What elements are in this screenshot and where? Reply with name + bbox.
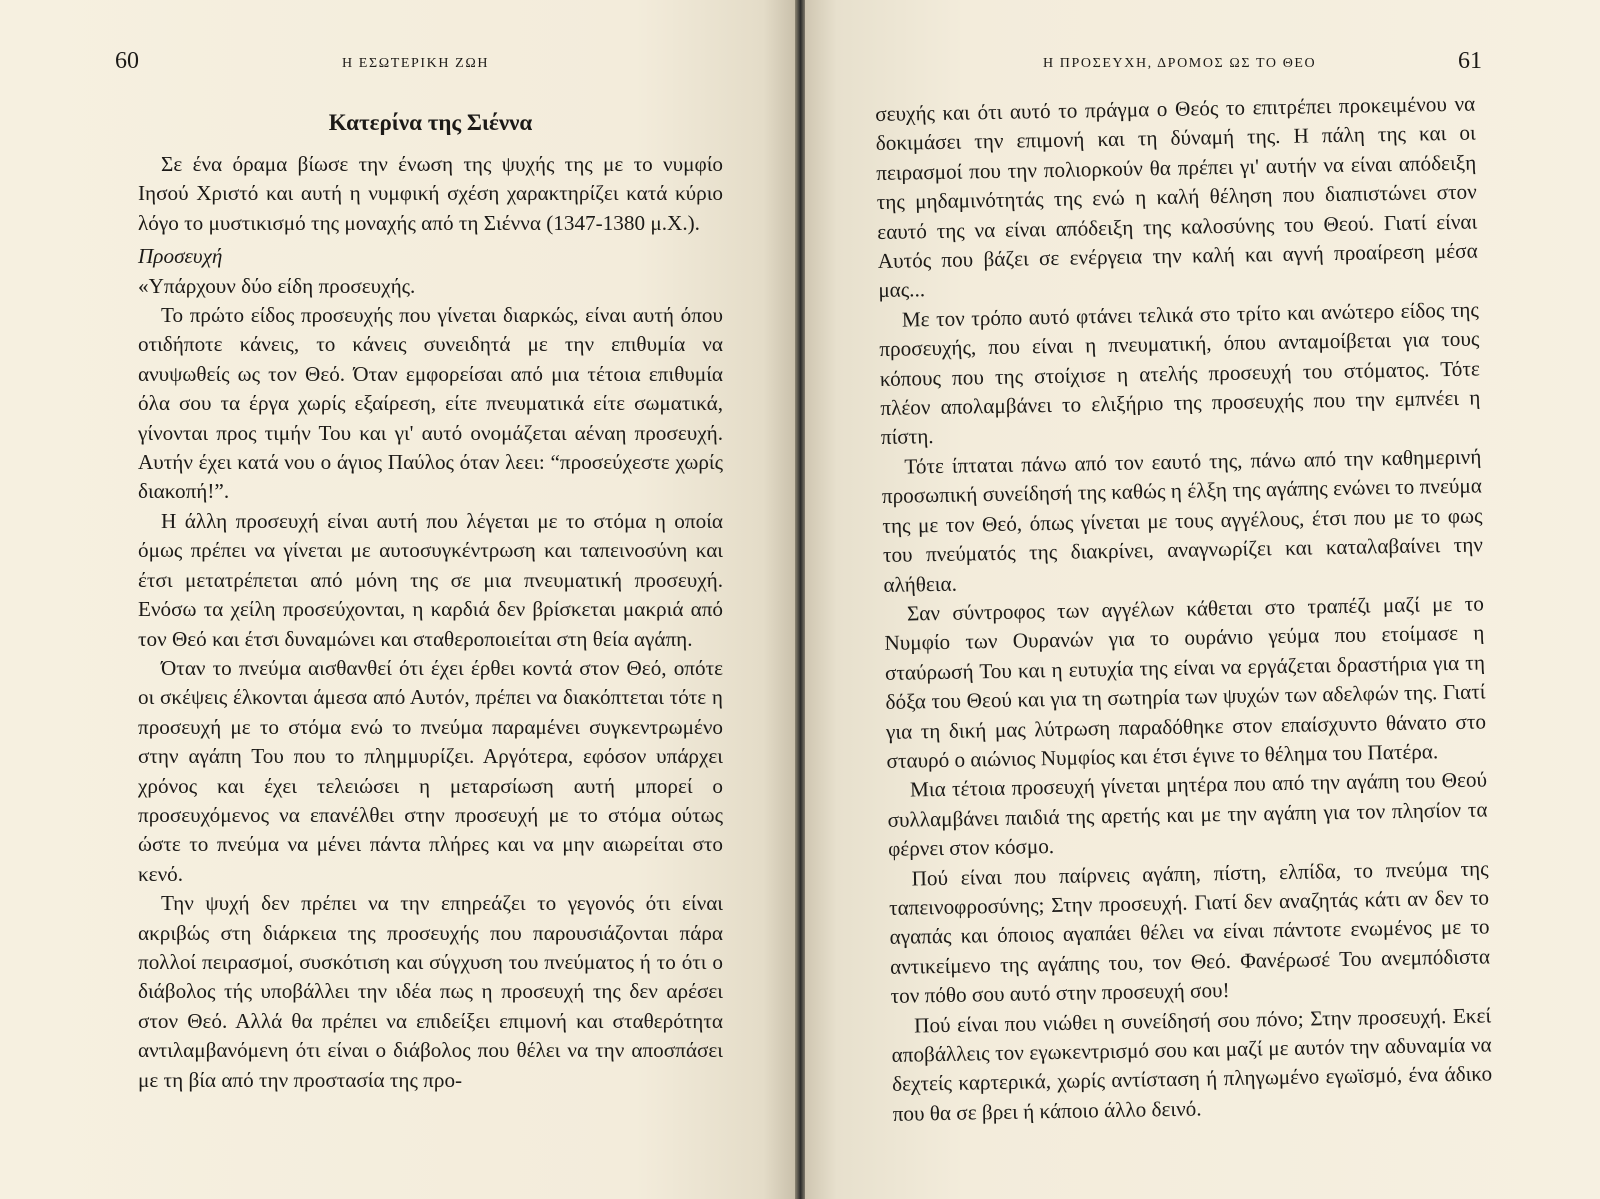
right-page-number: 61	[1458, 48, 1482, 74]
section-title: Κατερίνα της Σιέννα	[328, 110, 533, 135]
paragraph: Την ψυχή δεν πρέπει να την επηρεάζει το γεγονός ότι είναι ακριβώς στη διάρκεια της προσευχής που παρουσιάζονται πάρα πολλοί πειρασμοί, συσκότιση και σύγχυση του πνεύματος ή το ότι ο διάβολος τής υποβάλλει την ιδέα πως η προσευχή της δεν αρέσει στον Θεό. Αλλά θα πρέπει να επιδείξει επιμονή και σταθερότητα αντιλαμβανόμενη ότι είναι ο διάβολος που θέλει να την αποσπάσει με τη βία από την προστασία της προ-	[138, 891, 723, 1092]
paragraph: Πού είναι που παίρνεις αγάπη, πίστη, ελπίδα, το πνεύμα της ταπεινοφροσύνης; Στην προσευχή. Γιατί δεν αναζητάς κάτι αν δεν το αγαπάς και όποιος αγαπάει θέλει να είναι πάντοτε ενωμένος με το αντικείμενο της αγάπης του, τον Θεό. Φανέρωσέ Του ανεμπόδιστα τον πόθο σου αυτό στην προσευχή σου!	[888, 855, 1491, 1009]
right-page	[805, 0, 1600, 1199]
paragraph: Μια τέτοια προσευχή γίνεται μητέρα που από την αγάπη του Θεού συλλαμβάνει παιδιά της αρετής και με την αγάπη για τον πλησίον τα φέρνει στον κόσμο.	[887, 767, 1488, 862]
intro-paragraph: Σε ένα όραμα βίωσε την ένωση της ψυχής της με το νυμφίο Ιησού Χριστό και αυτή η νυμφική σχέση χαρακτηρίζει κατά κύριο λόγο το μυστικισμό της μοναχής από τη Σιέννα (1347-1380 μ.Χ.).	[138, 152, 723, 235]
right-running-title: Η ΠΡΟΣΕΥΧΗ, ΔΡΟΜΟΣ ΩΣ ΤΟ ΘΕΟ	[1043, 56, 1317, 71]
subheading: Προσευχή	[138, 244, 223, 269]
book-gutter	[795, 0, 805, 1199]
paragraph: Πού είναι που νιώθει η συνείδησή σου πόνο; Στην προσευχή. Εκεί αποβάλλεις τον εγωκεντρισμό σου και μαζί με αυτόν την αδυναμία να δεχτείς καρτερικά, χωρίς αντίσταση ή πληγωμένο εγωϊσμό, ένα άδικο που θα σε βρει ή κάποιο άλλο δεινό.	[891, 1002, 1493, 1126]
paragraph: Η άλλη προσευχή είναι αυτή που λέγεται με το στόμα η οποία όμως πρέπει να γίνεται με αυτοσυγκέντρωση και ταπεινοσύνη και έτσι μετατρέπεται από μόνη της σε μια πνευματική προσευχή. Ενόσω τα χείλη προσεύχονται, η καρδιά δεν βρίσκεται μακριά από τον Θεό και έτσι δυναμώνει και σταθεροποιείται στη θεία αγάπη.	[138, 508, 723, 651]
left-page	[0, 0, 795, 1199]
paragraph: Τότε ίπταται πάνω από τον εαυτό της, πάνω από την καθημερινή προσωπική συνείδησή της καθώς η έλξη της αγάπης ενώνει το πνεύμα της με τον Θεό, όπως γίνεται με τους αγγέλους, έτσι που με το φως του πνεύματός της διακρίνει, αναγνωρίζει και καταλαβαίνει την αλήθεια.	[881, 444, 1484, 597]
right-running-head	[805, 48, 1600, 78]
paragraph: Με τον τρόπο αυτό φτάνει τελικά στο τρίτο και ανώτερο είδος της προσευχής, που είναι η πνευματική, όπου ανταμοίβεται για τους κόπους που της στοίχισε η ατελής προσευχή του στόματος. Τότε πλέον απολαμβάνει το ελιξήριο της προσευχής που την εμπνέει η πίστη.	[879, 297, 1481, 450]
paragraph: Το πρώτο είδος προσευχής που γίνεται διαρκώς, είναι αυτή όπου οτιδήποτε κάνεις, το κάνεις συνειδητά με την επιθυμία να ανυψωθείς ως τον Θεό. Όταν εμφορείσαι από μια τέτοια επιθυμία όλα σου τα έργα χωρίς εξαίρεση, είτε πνευματικά είτε σωματικά, γίνονται προς τιμήν Του και γι' αυτό ονομάζεται αέναη προσευχή. Αυτήν έχει κατά νου ο άγιος Παύλος όταν λεει: “προσεύχεστε χωρίς διακοπή!”.	[138, 303, 723, 504]
right-text-block	[875, 90, 1493, 1130]
left-page-number: 60	[115, 48, 139, 74]
left-running-title: Η ΕΣΩΤΕΡΙΚΗ ΖΩΗ	[342, 56, 490, 71]
paragraph: Όταν το πνεύμα αισθανθεί ότι έχει έρθει κοντά στον Θεό, οπότε οι σκέψεις έλκονται άμεσα από Αυτόν, πρέπει να διακόπτεται τότε η προσευχή με το στόμα ενώ το πνεύμα παραμένει συγκεντρωμένο στην αγάπη Του που το πλημμυρίζει. Αργότερα, εφόσον υπάρχει χρόνος και έχει τελειώσει η μεταρσίωση αυτή μπορεί ο προσευχόμενος να επανέλθει στην προσευχή με το στόμα ούτως ώστε το πνεύμα να μένει πάντα πλήρες και να μην αιωρείται στο κενό.	[138, 655, 723, 886]
paragraph: Σαν σύντροφος των αγγέλων κάθεται στο τραπέζι μαζί με το Νυμφίο των Ουρανών για το ουράνιο γεύμα που ετοίμασε η σταύρωσή Του και η ευτυχία της είναι να εργάζεται δραστήρια για τη δόξα του Θεού και για τη σωτηρία των ψυχών των αδελφών της. Γιατί για τη δική μας λύτρωση παραδόθηκε στον επαίσχυντο θάνατο στο σταυρό ο αιώνιος Νυμφίος και έτσι έγινε το θέλημα του Πατέρα.	[884, 591, 1487, 773]
paragraph: «Υπάρχουν δύο είδη προσευχής.	[138, 273, 416, 298]
left-running-head	[0, 48, 795, 78]
left-text-block	[138, 108, 723, 1095]
paragraph: σευχής και ότι αυτό το πράγμα ο Θεός το επιτρέπει προκειμένου να δοκιμάσει την επιμονή και τη δύναμή της. Η πάλη της και οι πειρασμοί που την πολιορκούν θα πρέπει γι' αυτήν να είναι απόδειξη της μηδαμινότητάς της ενώ η καλή θέληση που διαπιστώνει στον εαυτό της να είναι απόδειξη της καλοσύνης του Θεού. Γιατί είναι Αυτός που βάζει σε ενέργεια την καλή και αγνή προαίρεση μέσα μας...	[875, 91, 1478, 303]
